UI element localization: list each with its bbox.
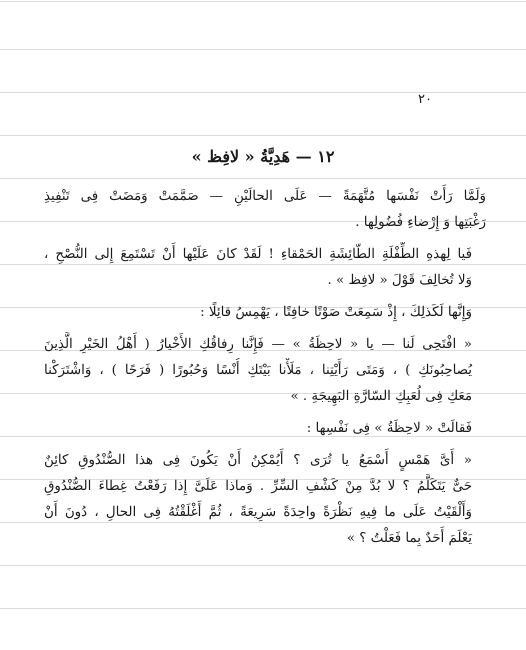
- text-line: وَأَلْقَيْتُ عَلَى ما فِيهِ نَظْرَةً واحِدَةً سَرِيعَةً ، ثُمَّ أَغْلَقْتُهُ فِى الحالِ ، دُونَ أَنْ: [44, 505, 472, 520]
- page-number: ٢٠: [418, 92, 432, 107]
- chapter-title: ١٢ — هَدِيَّةُ « لافِظ »: [191, 147, 335, 166]
- paragraph-4: [44, 332, 486, 410]
- text-line: « افْتَحِى لَنا — يا « لاحِظَةُ » — فَإِنَّنا رِفاقُكِ الأَخْيارُ ( أَهْلُ الخَيْرِ الَّذِينَ: [44, 337, 472, 352]
- paragraph-6: [44, 448, 486, 552]
- text-line: وَلا تُخالِفَ قَوْلَ « لافِظ » .: [327, 273, 472, 288]
- text-line: مَعَكِ فِى لُعَبِكِ السّارَّةِ البَهِيجَةِ . »: [290, 389, 472, 404]
- paragraph-2: [44, 242, 486, 294]
- text-line: فَيا لِهذهِ الطِّفْلَةِ الطّائِشَةِ الحَمْقاءِ ! لَقَدْ كانَ عَلَيْها أَنْ تَسْتَمِعَ إِلى النُّصْحِ ،: [44, 247, 472, 262]
- text-line: حَىٌّ يَتَكَلَّمُ ؟ لا بُدَّ مِنْ كَشْفِ السِّرِّ . وَماذا عَلَىَّ إِذا رَفَعْتُ غِطاءَ الصُّنْدُوقِ: [44, 479, 472, 494]
- paragraph-5: [44, 416, 486, 442]
- text-line: يَعْلَمَ أَحَدٌ بِما فَعَلْتُ ؟ »: [346, 531, 472, 546]
- text-line: يُصاحِبُونَكِ ) ، وَمَتَى رَأَيْتِنا ، مَلَأْنا بَيْتَكِ أُنْسًا وَحُبُورًا ( فَرَحًا ) ، وَاشْتَرَكْنا: [44, 363, 472, 378]
- text-line: « أَىَّ هَمْسٍ أَسْمَعُ يا تُرَى ؟ أَيُمْكِنُ أَنْ يَكُونَ فِى هذا الصُّنْدُوقِ كائِنٌ: [44, 453, 472, 468]
- text-line: وَلَمَّا رَأَتْ نَفْسَها مُتَّهَمَةً — عَلَى الحالَيْنِ — صَمَّمَتْ وَمَضَتْ فِى تَنْفِيذِ: [44, 189, 486, 204]
- paragraph-1: [44, 184, 486, 236]
- paragraph-3: [44, 300, 486, 326]
- text-line: فَقالَتْ « لاحِظَةُ » فِى نَفْسِها :: [306, 421, 472, 436]
- text-line: رَغْبَتِها وَ إِرْضاءِ فُضُولِها .: [355, 215, 486, 230]
- page-body: [44, 184, 486, 558]
- text-line: وَإِنَّها لَكَذلِكَ ، إِذْ سَمِعَتْ صَوْتًا خافِتًا ، يَهْمِسُ قائِلًا :: [200, 305, 472, 320]
